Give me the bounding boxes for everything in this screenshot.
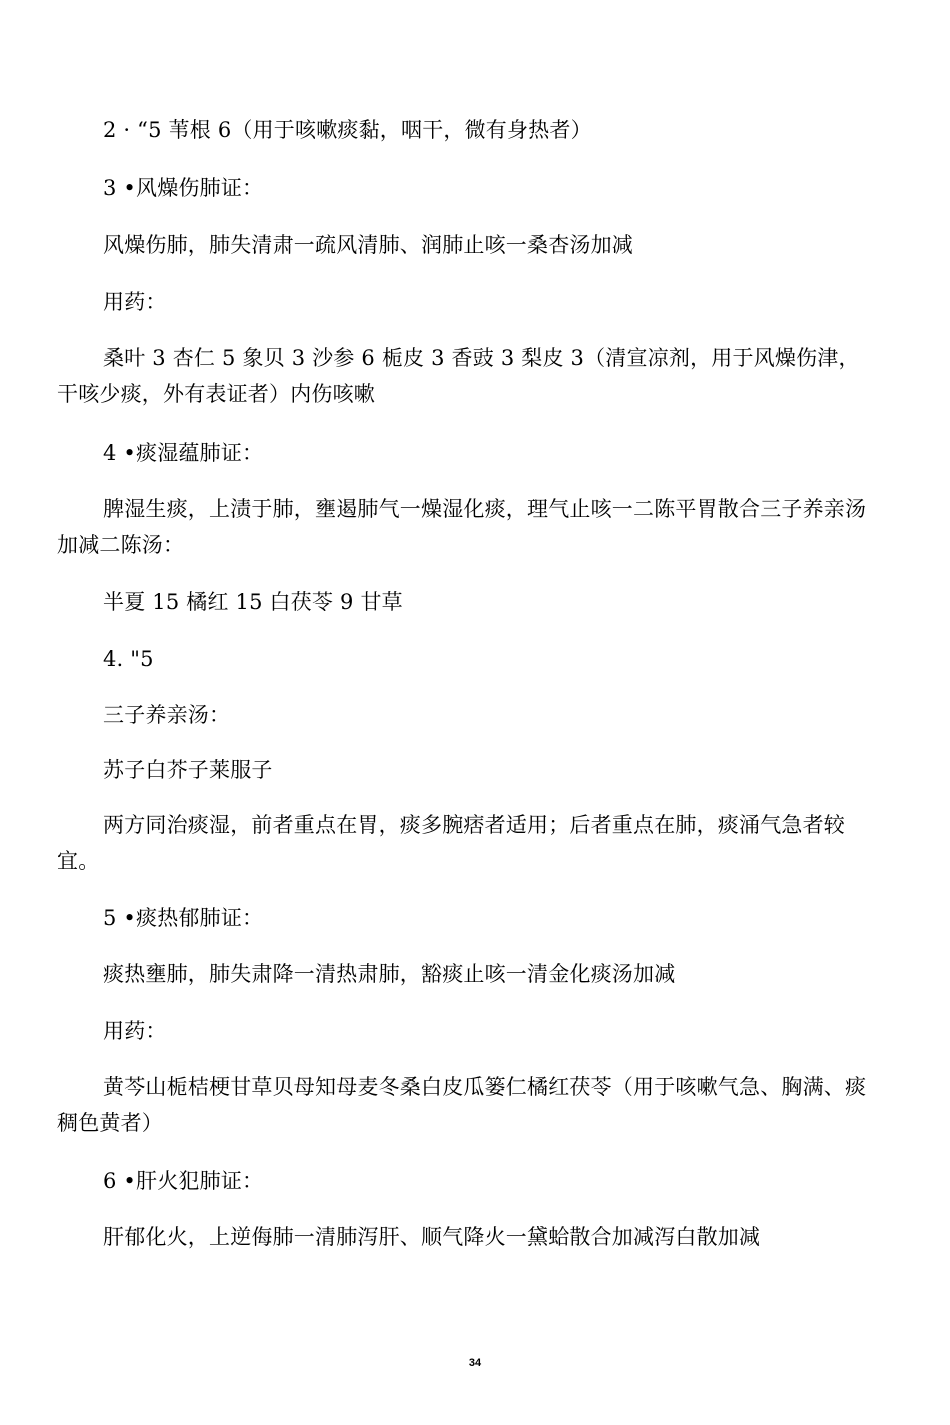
paragraph-11: 苏子白芥子莱服子 bbox=[103, 758, 273, 782]
paragraph-5: 桑叶 3 杏仁 5 象贝 3 沙参 6 栀皮 3 香豉 3 梨皮 3（清宣凉剂，用于风燥伤津，干咳少痰，外有表证者）内伤咳嗽 bbox=[57, 346, 860, 406]
paragraph-9: 4. "5 bbox=[103, 647, 154, 671]
paragraph-13: 5 •痰热郁肺证： bbox=[103, 906, 264, 930]
paragraph-15: 用药： bbox=[103, 1019, 167, 1043]
paragraph-14: 痰热壅肺，肺失肃降一清热肃肺，豁痰止咳一清金化痰汤加减 bbox=[103, 962, 676, 986]
paragraph-1: 2 · “5 苇根 6（用于咳嗽痰黏，咽干，微有身热者） bbox=[103, 118, 592, 142]
paragraph-6: 4 •痰湿蕴肺证： bbox=[103, 441, 264, 465]
paragraph-8: 半夏 15 橘红 15 白茯苓 9 甘草 bbox=[103, 590, 403, 614]
paragraph-12: 两方同治痰湿，前者重点在胃，痰多腕痞者适用；后者重点在肺，痰涌气急者较宜。 bbox=[57, 813, 845, 873]
paragraph-4: 用药： bbox=[103, 290, 167, 314]
paragraph-7: 脾湿生痰，上渍于肺，壅遏肺气一燥湿化痰，理气止咳一二陈平胃散合三子养亲汤加减二陈汤： bbox=[57, 497, 867, 557]
page-number: 34 bbox=[468, 1357, 482, 1369]
paragraph-16: 黄芩山栀桔梗甘草贝母知母麦冬桑白皮瓜篓仁橘红茯苓（用于咳嗽气急、胸满、痰稠色黄者） bbox=[57, 1075, 867, 1135]
paragraph-18: 肝郁化火，上逆侮肺一清肺泻肝、顺气降火一黛蛤散合加减泻白散加减 bbox=[103, 1225, 761, 1249]
paragraph-2: 3 •风燥伤肺证： bbox=[103, 176, 264, 200]
paragraph-10: 三子养亲汤： bbox=[103, 703, 231, 727]
paragraph-3: 风燥伤肺，肺失清肃一疏风清肺、润肺止咳一桑杏汤加减 bbox=[103, 233, 633, 257]
paragraph-17: 6 •肝火犯肺证： bbox=[103, 1169, 264, 1193]
